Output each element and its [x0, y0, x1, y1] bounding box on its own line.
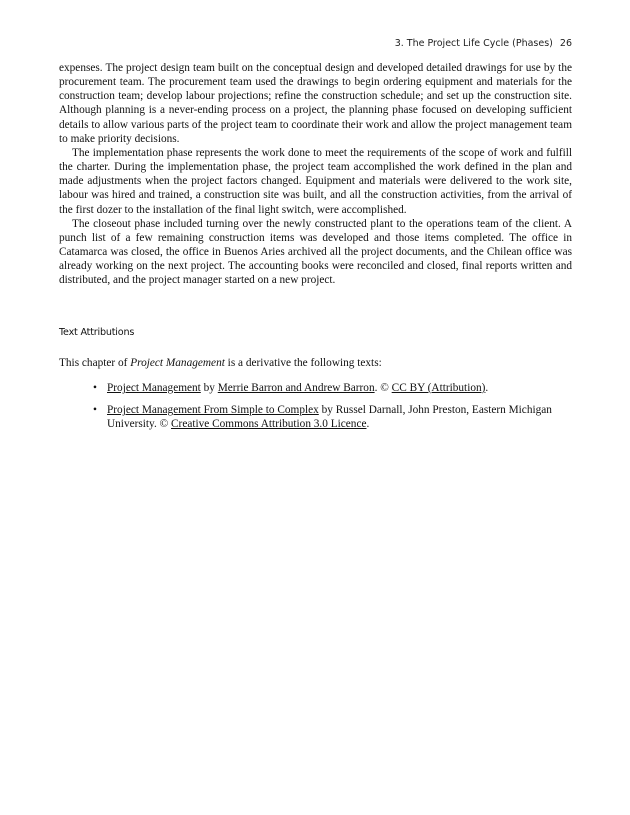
page-number: 26	[559, 38, 572, 49]
bullet-marker: •	[93, 382, 97, 394]
paragraph-planning: expenses. The project design team built on the conceptual design and developed detailed drawings for use by the procurement team. The procurement team used the drawings to begin ordering equipment and materials for the construction team; develop labour projections; refine the construction schedule; and set up the construction site. Although planning is a never-ending process on a project, the planning phase focused on developing sufficient details to allow various parts of the project team to coordinate their work and allow the project management team to make priority decisions.	[59, 62, 572, 145]
source-title-link[interactable]: Project Management	[107, 382, 201, 394]
chapter-title: 3. The Project Life Cycle (Phases)	[394, 38, 553, 49]
intro-before: This chapter of	[59, 357, 131, 369]
running-header	[395, 38, 572, 49]
license-link[interactable]: CC BY (Attribution)	[391, 382, 486, 394]
intro-book-title: Project Management	[130, 357, 225, 369]
by-authors-text: by Russel Darnall, John Preston, Eastern Michigan University. ©	[107, 404, 552, 431]
source-title-link[interactable]: Project Management From Simple to Complex	[107, 404, 319, 417]
by-text: by	[200, 382, 218, 394]
attribution-list	[59, 381, 559, 440]
body-text	[59, 61, 572, 288]
attribution-intro	[59, 356, 572, 370]
paragraph-closeout: The closeout phase included turning over the newly constructed plant to the operations team of the client. A punch list of a few remaining construction items was developed and those items completed. The office in Catamarca was closed, the office in Buenos Aries archived all the project documents, and the Chilean office was already working on the next project. The accounting books were reconciled and closed, final reports written and distributed, and the project manager started on a new project.	[59, 217, 572, 287]
list-item	[59, 403, 559, 431]
paragraph-implementation: The implementation phase represents the work done to meet the requirements of the scope of work and fulfill the charter. During the implementation phase, the project team accomplished the work defined in the plan and made adjustments when the project factors changed. Equipment and materials were delivered to the work site, labour was hired and trained, a construction site was built, and all the construction activities, from the arrival of the first dozer to the installation of the final light switch, were accomplished.	[59, 146, 572, 216]
author-link[interactable]: Merrie Barron and Andrew Barron	[217, 382, 375, 394]
list-item	[59, 381, 559, 395]
intro-after: is a derivative the following texts:	[224, 357, 382, 369]
bullet-marker: •	[93, 404, 97, 417]
end-punctuation: .	[366, 418, 370, 431]
license-link[interactable]: Creative Commons Attribution 3.0 Licence	[171, 418, 367, 431]
text-attributions-heading: Text Attributions	[59, 327, 135, 338]
copyright-text: . ©	[374, 382, 392, 394]
end-punctuation: .	[485, 382, 489, 394]
